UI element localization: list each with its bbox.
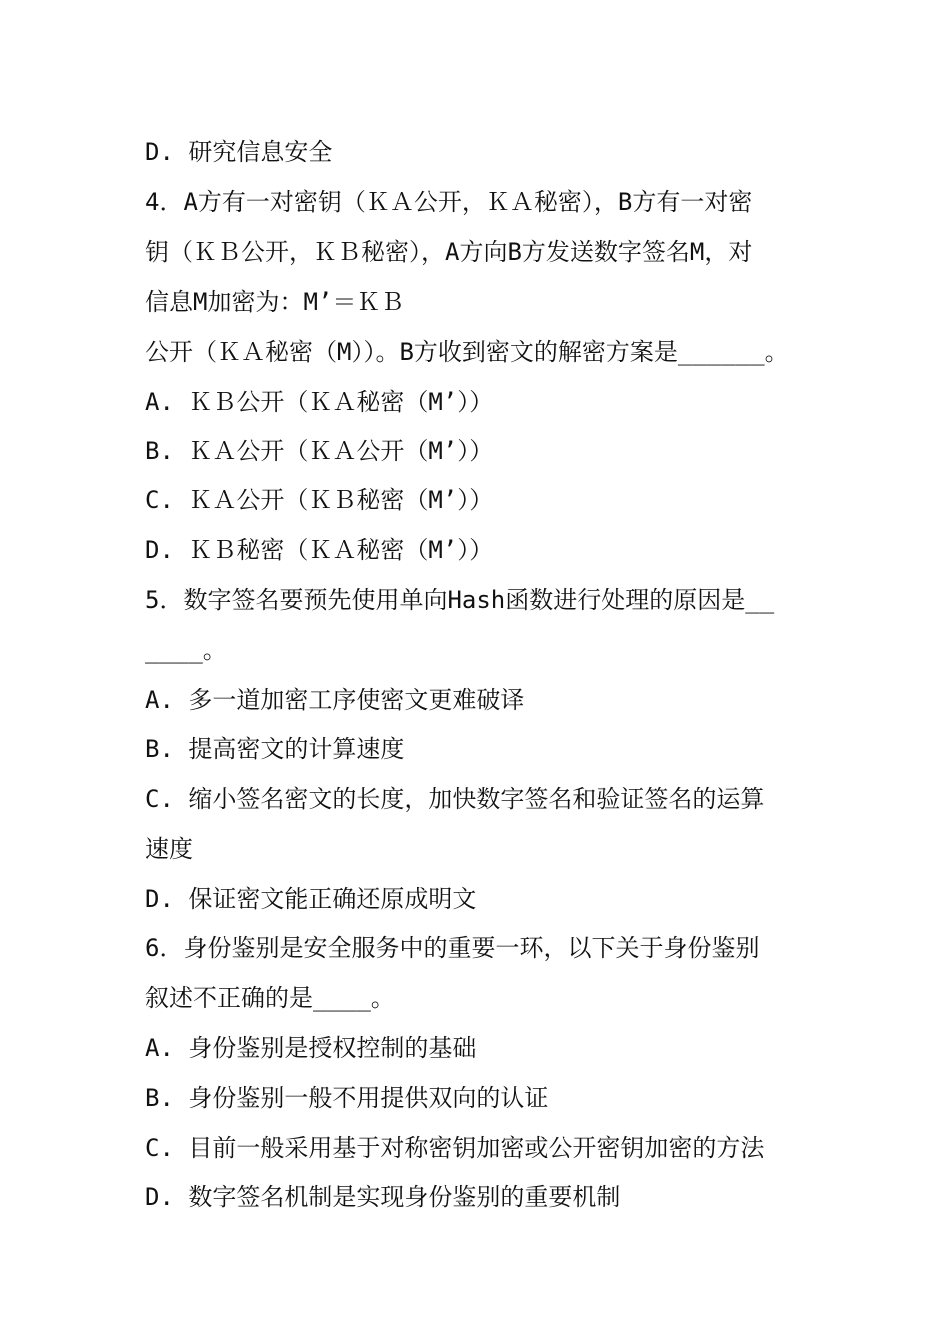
question-4-line-3: 信息M加密为：M’＝ＫＢ — [145, 288, 405, 316]
option-d-q4: D. ＫＢ秘密（ＫＡ秘密（M’）） — [145, 536, 494, 564]
question-6-line-1: 6．身份鉴别是安全服务中的重要一环，以下关于身份鉴别 — [145, 934, 760, 962]
option-b-q6: B. 身份鉴别一般不用提供双向的认证 — [145, 1084, 549, 1112]
option-b-q4: B. ＫＡ公开（ＫＡ公开（M’）） — [145, 437, 494, 465]
option-c-q5-line-1: C. 缩小签名密文的长度，加快数字签名和验证签名的运算 — [145, 785, 765, 813]
option-d-q3: D. 研究信息安全 — [145, 138, 333, 166]
question-6-line-2: 叙述不正确的是____。 — [145, 984, 395, 1012]
option-d-q5: D. 保证密文能正确还原成明文 — [145, 885, 477, 913]
option-a-q6: A. 身份鉴别是授权控制的基础 — [145, 1034, 477, 1062]
option-c-q4: C. ＫＡ公开（ＫＢ秘密（M’）） — [145, 486, 494, 514]
question-5-line-1: 5．数字签名要预先使用单向Hash函数进行处理的原因是__ — [145, 586, 775, 614]
question-4-line-4: 公开（ＫＡ秘密（M））。B方收到密文的解密方案是______。 — [145, 338, 789, 366]
option-b-q5: B. 提高密文的计算速度 — [145, 735, 405, 763]
question-4-line-1: 4．A方有一对密钥（ＫＡ公开，ＫＡ秘密），B方有一对密 — [145, 188, 753, 216]
option-a-q4: A. ＫＢ公开（ＫＡ秘密（M’）） — [145, 388, 494, 416]
option-a-q5: A. 多一道加密工序使密文更难破译 — [145, 686, 525, 714]
option-d-q6: D. 数字签名机制是实现身份鉴别的重要机制 — [145, 1183, 621, 1211]
question-5-line-2: ____。 — [145, 636, 227, 664]
question-4-line-2: 钥（ＫＢ公开，ＫＢ秘密），A方向B方发送数字签名M，对 — [145, 238, 753, 266]
option-c-q6: C. 目前一般采用基于对称密钥加密或公开密钥加密的方法 — [145, 1134, 765, 1162]
option-c-q5-line-2: 速度 — [145, 835, 193, 863]
